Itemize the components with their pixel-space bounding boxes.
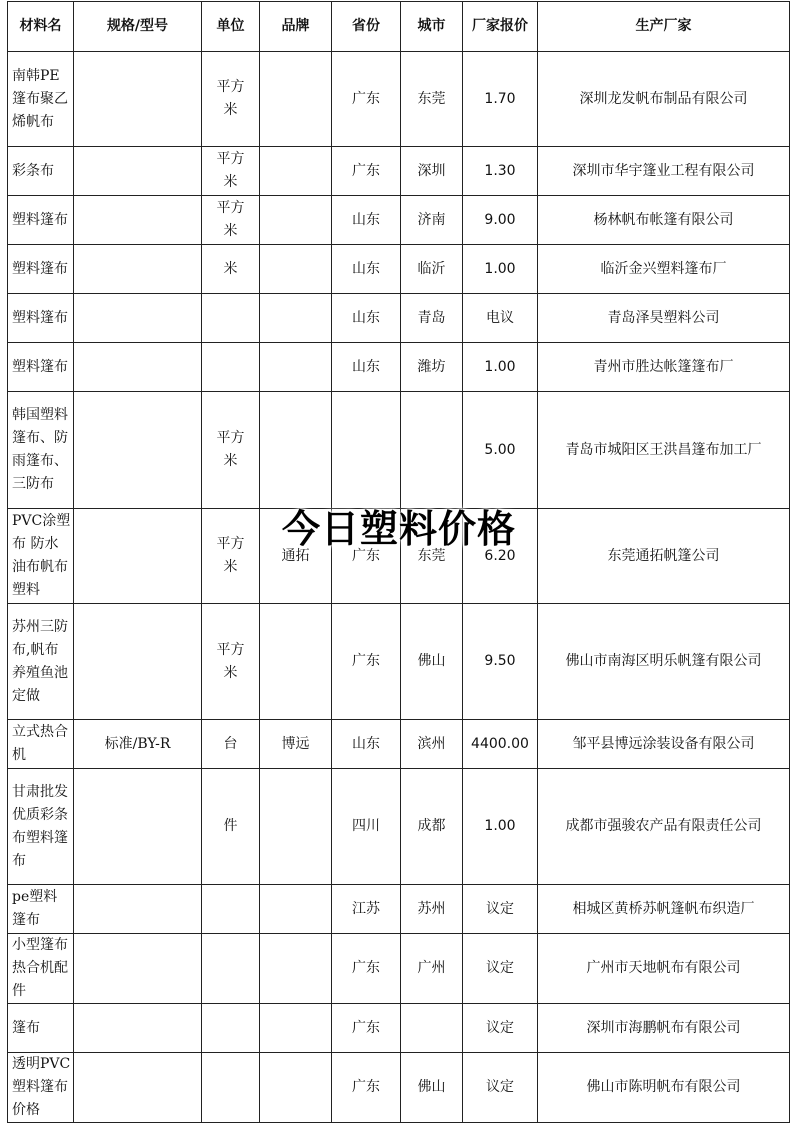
- cell-province: 山东: [332, 245, 401, 294]
- cell-brand: [260, 392, 332, 509]
- cell-material: 塑料篷布: [8, 245, 74, 294]
- cell-price: 1.70: [463, 52, 538, 147]
- header-brand: 品牌: [260, 2, 332, 52]
- cell-spec: [74, 1053, 202, 1123]
- cell-unit: 平方米: [202, 196, 260, 245]
- cell-spec: 标准/BY-R: [74, 720, 202, 769]
- cell-manufacturer: 深圳龙发帆布制品有限公司: [538, 52, 790, 147]
- cell-spec: [74, 509, 202, 604]
- table-row: [8, 934, 790, 1004]
- cell-city: 深圳: [401, 147, 463, 196]
- cell-material: 立式热合机: [8, 720, 74, 769]
- cell-material: PVC涂塑布 防水油布帆布 塑料: [8, 509, 74, 604]
- cell-city: 佛山: [401, 1053, 463, 1123]
- cell-unit: [202, 343, 260, 392]
- cell-manufacturer: 广州市天地帆布有限公司: [538, 934, 790, 1004]
- cell-brand: [260, 769, 332, 885]
- cell-city: [401, 392, 463, 509]
- cell-price: 9.00: [463, 196, 538, 245]
- cell-unit: 件: [202, 769, 260, 885]
- cell-city: 济南: [401, 196, 463, 245]
- cell-province: 广东: [332, 509, 401, 604]
- cell-spec: [74, 245, 202, 294]
- cell-manufacturer: 深圳市海鹏帆布有限公司: [538, 1004, 790, 1053]
- cell-price: 议定: [463, 1004, 538, 1053]
- header-unit: 单位: [202, 2, 260, 52]
- cell-brand: 通拓: [260, 509, 332, 604]
- cell-brand: [260, 147, 332, 196]
- cell-brand: 博远: [260, 720, 332, 769]
- cell-spec: [74, 392, 202, 509]
- cell-spec: [74, 196, 202, 245]
- table-row: [8, 294, 790, 343]
- cell-province: 广东: [332, 1053, 401, 1123]
- cell-brand: [260, 885, 332, 934]
- cell-city: 滨州: [401, 720, 463, 769]
- cell-material: 篷布: [8, 1004, 74, 1053]
- cell-material: 塑料篷布: [8, 343, 74, 392]
- cell-province: 广东: [332, 604, 401, 720]
- cell-brand: [260, 245, 332, 294]
- cell-city: 东莞: [401, 509, 463, 604]
- cell-price: 议定: [463, 934, 538, 1004]
- cell-brand: [260, 934, 332, 1004]
- cell-spec: [74, 1004, 202, 1053]
- cell-brand: [260, 52, 332, 147]
- cell-province: 广东: [332, 52, 401, 147]
- cell-unit: 平方米: [202, 509, 260, 604]
- cell-material: 透明PVC塑料篷布价格: [8, 1053, 74, 1123]
- cell-unit: 平方米: [202, 392, 260, 509]
- cell-price: 1.00: [463, 245, 538, 294]
- header-manufacturer: 生产厂家: [538, 2, 790, 52]
- cell-brand: [260, 604, 332, 720]
- cell-spec: [74, 885, 202, 934]
- cell-unit: 台: [202, 720, 260, 769]
- cell-price: 议定: [463, 1053, 538, 1123]
- cell-province: [332, 392, 401, 509]
- cell-unit: [202, 1053, 260, 1123]
- cell-province: 广东: [332, 934, 401, 1004]
- cell-material: 小型篷布热合机配件: [8, 934, 74, 1004]
- cell-material: 塑料篷布: [8, 196, 74, 245]
- cell-spec: [74, 769, 202, 885]
- cell-city: 佛山: [401, 604, 463, 720]
- cell-manufacturer: 杨林帆布帐篷有限公司: [538, 196, 790, 245]
- cell-manufacturer: 青州市胜达帐篷篷布厂: [538, 343, 790, 392]
- cell-price: 4400.00: [463, 720, 538, 769]
- cell-manufacturer: 青岛市城阳区王洪昌篷布加工厂: [538, 392, 790, 509]
- cell-unit: 平方米: [202, 52, 260, 147]
- header-material: 材料名: [8, 2, 74, 52]
- header-province: 省份: [332, 2, 401, 52]
- table-row: [8, 52, 790, 147]
- cell-spec: [74, 343, 202, 392]
- cell-city: [401, 1004, 463, 1053]
- cell-province: 山东: [332, 196, 401, 245]
- cell-city: 青岛: [401, 294, 463, 343]
- cell-material: 甘肃批发优质彩条布塑料篷布: [8, 769, 74, 885]
- cell-unit: [202, 934, 260, 1004]
- table-row: [8, 1004, 790, 1053]
- cell-material: 塑料篷布: [8, 294, 74, 343]
- cell-price: 议定: [463, 885, 538, 934]
- cell-city: 成都: [401, 769, 463, 885]
- cell-material: pe塑料篷布: [8, 885, 74, 934]
- cell-unit: [202, 294, 260, 343]
- cell-unit: [202, 1004, 260, 1053]
- cell-manufacturer: 临沂金兴塑料篷布厂: [538, 245, 790, 294]
- table-row: [8, 196, 790, 245]
- header-price: 厂家报价: [463, 2, 538, 52]
- header-row: [8, 2, 790, 52]
- table-row: [8, 885, 790, 934]
- table-row: [8, 720, 790, 769]
- cell-spec: [74, 604, 202, 720]
- cell-spec: [74, 294, 202, 343]
- cell-manufacturer: 东莞通拓帆篷公司: [538, 509, 790, 604]
- cell-unit: 平方米: [202, 604, 260, 720]
- cell-material: 南韩PE篷布聚乙烯帆布: [8, 52, 74, 147]
- cell-province: 广东: [332, 147, 401, 196]
- cell-manufacturer: 深圳市华宇篷业工程有限公司: [538, 147, 790, 196]
- cell-price: 1.30: [463, 147, 538, 196]
- cell-unit: 平方米: [202, 147, 260, 196]
- cell-brand: [260, 1053, 332, 1123]
- cell-province: 江苏: [332, 885, 401, 934]
- cell-brand: [260, 1004, 332, 1053]
- cell-manufacturer: 佛山市南海区明乐帆篷有限公司: [538, 604, 790, 720]
- cell-city: 东莞: [401, 52, 463, 147]
- cell-price: 6.20: [463, 509, 538, 604]
- cell-manufacturer: 佛山市陈明帆布有限公司: [538, 1053, 790, 1123]
- cell-manufacturer: 青岛泽昊塑料公司: [538, 294, 790, 343]
- cell-spec: [74, 934, 202, 1004]
- cell-spec: [74, 147, 202, 196]
- cell-brand: [260, 196, 332, 245]
- cell-city: 潍坊: [401, 343, 463, 392]
- cell-manufacturer: 成都市强骏农产品有限责任公司: [538, 769, 790, 885]
- table-row: [8, 604, 790, 720]
- table-row: [8, 147, 790, 196]
- cell-city: 苏州: [401, 885, 463, 934]
- table-row: [8, 245, 790, 294]
- cell-unit: [202, 885, 260, 934]
- cell-price: 1.00: [463, 769, 538, 885]
- cell-unit: 米: [202, 245, 260, 294]
- price-table: [7, 1, 790, 1123]
- cell-city: 临沂: [401, 245, 463, 294]
- cell-material: 苏州三防布,帆布养殖鱼池定做: [8, 604, 74, 720]
- cell-price: 电议: [463, 294, 538, 343]
- table-row: [8, 769, 790, 885]
- cell-province: 四川: [332, 769, 401, 885]
- cell-province: 广东: [332, 1004, 401, 1053]
- cell-spec: [74, 52, 202, 147]
- watermark-title: 今日塑料价格: [281, 507, 516, 551]
- cell-price: 1.00: [463, 343, 538, 392]
- cell-price: 9.50: [463, 604, 538, 720]
- header-spec: 规格/型号: [74, 2, 202, 52]
- cell-brand: [260, 294, 332, 343]
- header-city: 城市: [401, 2, 463, 52]
- table-row: [8, 509, 790, 604]
- table-row: [8, 343, 790, 392]
- cell-province: 山东: [332, 343, 401, 392]
- cell-brand: [260, 343, 332, 392]
- cell-city: 广州: [401, 934, 463, 1004]
- cell-manufacturer: 相城区黄桥苏帆篷帆布织造厂: [538, 885, 790, 934]
- cell-price: 5.00: [463, 392, 538, 509]
- table-row: [8, 392, 790, 509]
- table-row: [8, 1053, 790, 1123]
- cell-province: 山东: [332, 720, 401, 769]
- cell-material: 彩条布: [8, 147, 74, 196]
- cell-material: 韩国塑料篷布、防雨篷布、三防布: [8, 392, 74, 509]
- cell-manufacturer: 邹平县博远涂装设备有限公司: [538, 720, 790, 769]
- cell-province: 山东: [332, 294, 401, 343]
